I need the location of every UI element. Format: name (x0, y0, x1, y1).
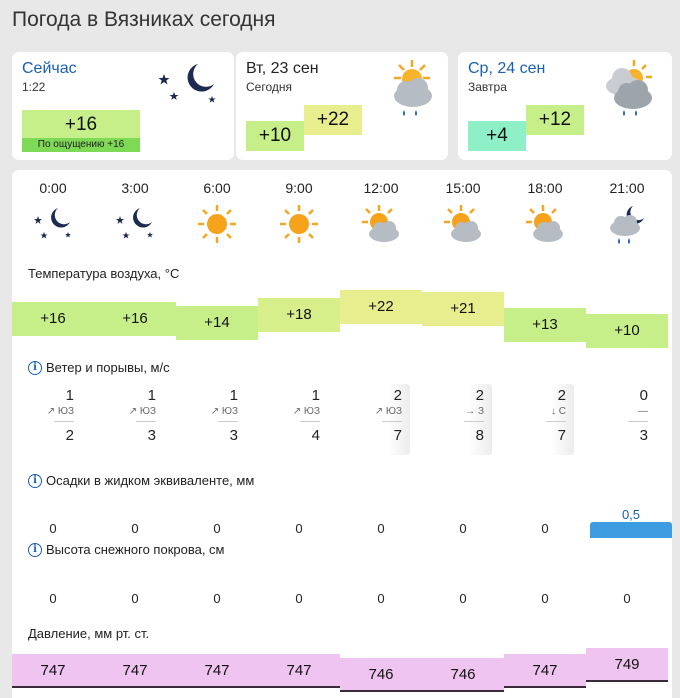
wind-divider (628, 421, 648, 422)
wind-divider (54, 421, 74, 422)
wind-speed: 2 (557, 387, 566, 404)
moon-stars-icon (12, 204, 94, 249)
hour-label: 18:00 (527, 180, 563, 196)
snow-value: 0 (623, 591, 631, 606)
wind-cell (598, 384, 656, 455)
wind-direction: — (638, 406, 648, 417)
now-card[interactable] (12, 52, 234, 160)
snow-value: 0 (459, 591, 467, 606)
temp-cell: +21 (422, 292, 504, 326)
snow-title-text: Высота снежного покрова, см (46, 542, 225, 557)
now-temp: +16 (22, 110, 140, 138)
pressure-cell: 747 (258, 654, 340, 688)
wind-cell (352, 384, 410, 455)
pressure-cell: 749 (586, 648, 668, 682)
wind-speed: 0 (639, 387, 648, 404)
snow-value: 0 (131, 591, 139, 606)
snow-value: 0 (295, 591, 303, 606)
wind-direction: → З (465, 406, 484, 417)
wind-cell (188, 384, 246, 455)
day2-max: +12 (526, 105, 584, 135)
moon-stars-icon (158, 58, 222, 115)
day-card-today[interactable] (236, 52, 448, 160)
wind-speed: 2 (393, 387, 402, 404)
wind-divider (136, 421, 156, 422)
hour-label: 0:00 (39, 180, 67, 196)
precip-value: 0 (541, 521, 549, 536)
precip-value: 0 (459, 521, 467, 536)
pressure-cell: 746 (422, 658, 504, 692)
info-icon[interactable]: i (28, 361, 42, 375)
wind-cell (270, 384, 328, 455)
wind-gust: 7 (557, 427, 566, 444)
wind-divider (546, 421, 566, 422)
wind-speed: 1 (147, 387, 156, 404)
wind-cell (516, 384, 574, 455)
sun-icon (258, 204, 340, 249)
hourly-panel (12, 170, 672, 698)
wind-direction: ↓ С (551, 406, 566, 417)
wind-speed: 1 (65, 387, 74, 404)
sun-cloud-rain-icon (386, 58, 438, 127)
page-title: Погода в Вязниках сегодня (12, 8, 276, 31)
wind-divider (382, 421, 402, 422)
wind-speed: 1 (311, 387, 320, 404)
day1-min: +10 (246, 121, 304, 151)
sun-icon (176, 204, 258, 249)
pressure-cell: 747 (504, 654, 586, 688)
now-time: 1:22 (22, 80, 46, 94)
day2-sub: Завтра (468, 80, 507, 94)
wind-direction: ↗ ЮЗ (128, 406, 156, 417)
hour-label: 21:00 (609, 180, 645, 196)
sun-cloud-icon (422, 204, 504, 249)
wind-direction: ↗ ЮЗ (292, 406, 320, 417)
precip-value: 0 (295, 521, 303, 536)
pressure-cell: 747 (12, 654, 94, 688)
pressure-cell: 746 (340, 658, 422, 692)
wind-gust: 2 (65, 427, 74, 444)
wind-speed: 2 (475, 387, 484, 404)
day-card-tomorrow[interactable] (458, 52, 672, 160)
wind-cell (106, 384, 164, 455)
precip-value: 0,5 (621, 507, 641, 522)
temp-cell: +18 (258, 298, 340, 332)
wind-divider (300, 421, 320, 422)
wind-cell (434, 384, 492, 455)
precip-section-title[interactable] (28, 473, 254, 488)
snow-value: 0 (213, 591, 221, 606)
snow-value: 0 (541, 591, 549, 606)
moon-stars-icon (94, 204, 176, 249)
wind-gust: 4 (311, 427, 320, 444)
pressure-cell: 747 (176, 654, 258, 688)
day1-max: +22 (304, 105, 362, 135)
wind-cell (24, 384, 82, 455)
temp-section-title: Температура воздуха, °C (28, 266, 180, 281)
moon-cloud-rain-icon (586, 204, 668, 253)
wind-title-text: Ветер и порывы, м/с (46, 360, 170, 375)
now-feels: По ощущению +16 (22, 138, 140, 152)
wind-gust: 3 (639, 427, 648, 444)
info-icon[interactable]: i (28, 474, 42, 488)
precip-value: 0 (131, 521, 139, 536)
sun-cloud-rain-icon (600, 58, 660, 127)
temp-cell: +16 (12, 302, 94, 336)
rain-bar (590, 522, 672, 538)
wind-direction: ↗ ЮЗ (210, 406, 238, 417)
wind-gust: 3 (229, 427, 238, 444)
day1-label: Вт, 23 сен (246, 60, 319, 77)
precip-value: 0 (49, 521, 57, 536)
wind-speed: 1 (229, 387, 238, 404)
hour-label: 6:00 (203, 180, 231, 196)
snow-value: 0 (377, 591, 385, 606)
pressure-cell: 747 (94, 654, 176, 688)
hour-label: 3:00 (121, 180, 149, 196)
wind-divider (464, 421, 484, 422)
day2-label: Ср, 24 сен (468, 60, 546, 77)
now-label: Сейчас (22, 60, 77, 77)
pressure-section-title: Давление, мм рт. ст. (28, 626, 150, 641)
wind-divider (218, 421, 238, 422)
temp-cell: +14 (176, 306, 258, 340)
temp-cell: +10 (586, 314, 668, 348)
day2-min: +4 (468, 121, 526, 151)
wind-gust: 7 (393, 427, 402, 444)
snow-section-title[interactable] (28, 542, 225, 557)
wind-section-title[interactable] (28, 360, 170, 375)
temp-cell: +22 (340, 290, 422, 324)
hour-label: 15:00 (445, 180, 481, 196)
precip-value: 0 (213, 521, 221, 536)
temp-cell: +16 (94, 302, 176, 336)
precip-title-text: Осадки в жидком эквиваленте, мм (46, 473, 255, 488)
sun-cloud-icon (504, 204, 586, 249)
temp-cell: +13 (504, 308, 586, 342)
precip-value: 0 (377, 521, 385, 536)
hour-label: 9:00 (285, 180, 313, 196)
snow-value: 0 (49, 591, 57, 606)
wind-gust: 8 (475, 427, 484, 444)
hour-label: 12:00 (363, 180, 399, 196)
info-icon[interactable]: i (28, 543, 42, 557)
wind-gust: 3 (147, 427, 156, 444)
wind-direction: ↗ ЮЗ (46, 406, 74, 417)
day1-sub: Сегодня (246, 80, 292, 94)
sun-cloud-icon (340, 204, 422, 249)
wind-direction: ↗ ЮЗ (374, 406, 402, 417)
